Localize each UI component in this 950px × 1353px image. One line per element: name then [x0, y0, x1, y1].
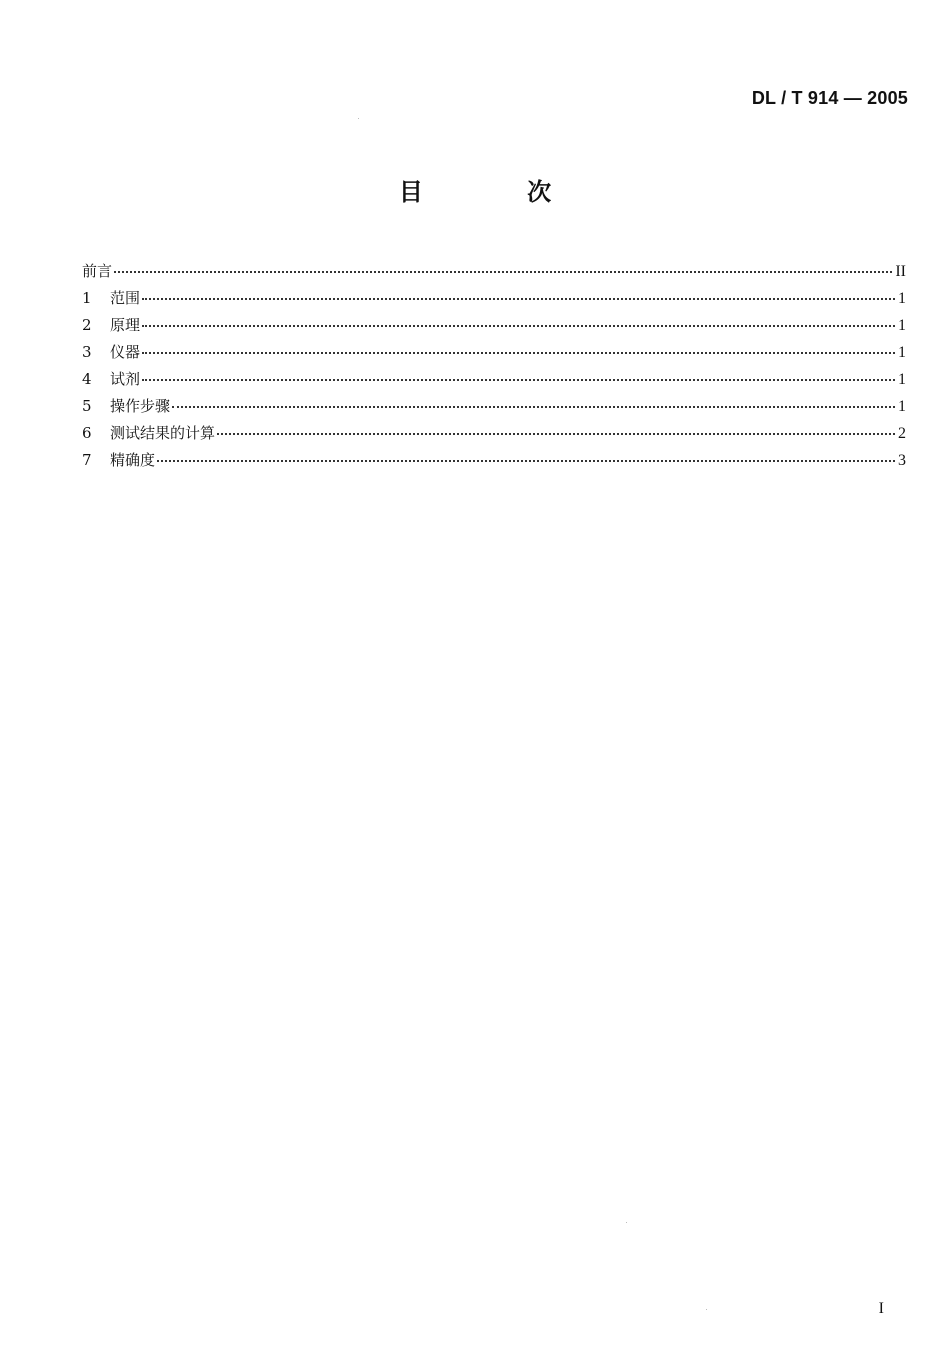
toc-entry-label: 原理: [110, 316, 141, 334]
dot-leader: [217, 433, 895, 435]
table-of-contents: [82, 258, 906, 474]
toc-entry-page: 2: [898, 425, 906, 442]
dot-leader: [142, 325, 895, 327]
toc-entry-page: 1: [898, 371, 906, 388]
toc-entry-label: 前言: [82, 262, 113, 280]
toc-entry-number: 7: [82, 451, 92, 469]
toc-entry-number: 4: [82, 370, 92, 388]
dot-leader: [172, 406, 895, 408]
scan-speck: [706, 1309, 707, 1310]
toc-entry-page: 3: [898, 452, 906, 469]
toc-entry-3[interactable]: [82, 339, 906, 366]
toc-entry-number: 3: [82, 343, 92, 361]
scan-speck: [358, 118, 359, 119]
toc-entry-page: 1: [898, 344, 906, 361]
toc-entry-foreword[interactable]: [82, 258, 906, 285]
toc-entry-number: 5: [82, 397, 92, 415]
toc-entry-page: II: [895, 263, 906, 280]
toc-entry-label: 精确度: [110, 451, 156, 469]
toc-entry-2[interactable]: [82, 312, 906, 339]
toc-entry-page: 1: [898, 398, 906, 415]
toc-entry-label: 仪器: [110, 343, 141, 361]
toc-entry-number: 1: [82, 289, 92, 307]
toc-entry-label: 测试结果的计算: [110, 424, 216, 442]
page-title: 目 次: [398, 178, 600, 206]
dot-leader: [142, 379, 895, 381]
dot-leader: [142, 298, 895, 300]
toc-entry-4[interactable]: [82, 366, 906, 393]
toc-entry-5[interactable]: [82, 393, 906, 420]
toc-entry-label: 试剂: [110, 370, 141, 388]
dot-leader: [142, 352, 895, 354]
toc-entry-6[interactable]: [82, 420, 906, 447]
dot-leader: [157, 460, 895, 462]
standard-code: DL / T 914 — 2005: [751, 88, 908, 108]
toc-entry-number: 2: [82, 316, 92, 334]
scan-speck: [626, 1222, 627, 1223]
toc-entry-label: 操作步骤: [110, 397, 171, 415]
toc-entry-number: 6: [82, 424, 92, 442]
toc-entry-7[interactable]: [82, 447, 906, 474]
toc-entry-1[interactable]: [82, 285, 906, 312]
page-number: I: [878, 1300, 884, 1317]
toc-entry-page: 1: [898, 290, 906, 307]
toc-entry-page: 1: [898, 317, 906, 334]
dot-leader: [114, 271, 892, 273]
toc-entry-label: 范围: [110, 289, 141, 307]
